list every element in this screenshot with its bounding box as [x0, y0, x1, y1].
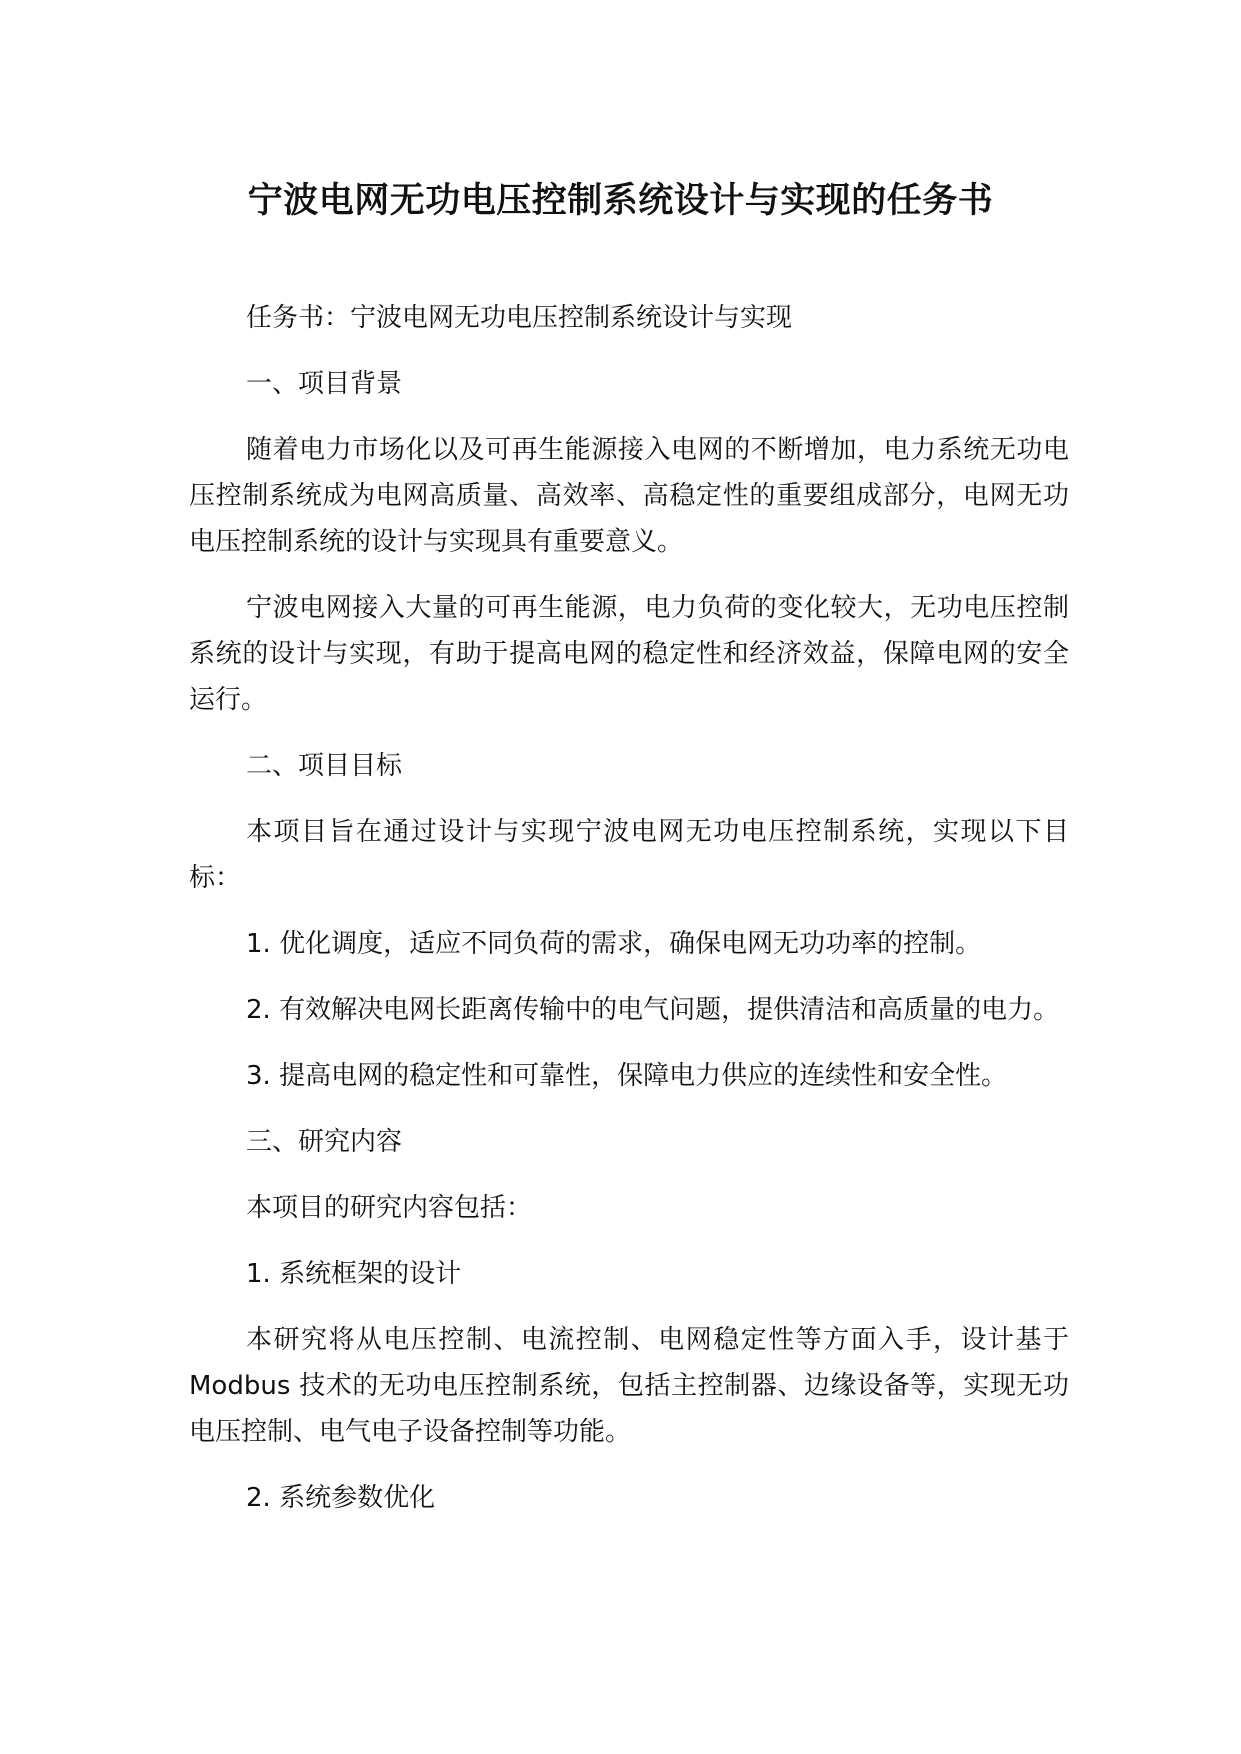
background-paragraph-2: 宁波电网接入大量的可再生能源，电力负荷的变化较大，无功电压控制系统的设计与实现，有助于提高电网的稳定性和经济效益，保障电网的安全运行。 — [189, 593, 1069, 715]
research-item-2-heading: 2. 系统参数优化 — [246, 1483, 436, 1513]
research-item-1-heading: 1. 系统框架的设计 — [246, 1259, 462, 1289]
goal-item-2: 2. 有效解决电网长距离传输中的电气问题，提供清洁和高质量的电力。 — [246, 995, 1060, 1025]
document-title: 宁波电网无功电压控制系统设计与实现的任务书 — [247, 181, 994, 221]
task-book-heading: 任务书：宁波电网无功电压控制系统设计与实现 — [246, 303, 793, 333]
section-heading-research: 三、研究内容 — [246, 1127, 403, 1157]
research-item-1-paragraph: 本研究将从电压控制、电流控制、电网稳定性等方面入手，设计基于 Modbus 技术的无功电压控制系统，包括主控制器、边缘设备等，实现无功电压控制、电气电子设备控制等功能。 — [189, 1325, 1069, 1447]
goal-item-3: 3. 提高电网的稳定性和可靠性，保障电力供应的连续性和安全性。 — [246, 1061, 1008, 1091]
background-paragraph-1: 随着电力市场化以及可再生能源接入电网的不断增加，电力系统无功电压控制系统成为电网高质量、高效率、高稳定性的重要组成部分，电网无功电压控制系统的设计与实现具有重要意义。 — [189, 435, 1069, 557]
section-heading-goals: 二、项目目标 — [246, 751, 403, 781]
section-heading-background: 一、项目背景 — [246, 369, 403, 399]
document-body — [189, 295, 1069, 1541]
goal-item-1: 1. 优化调度，适应不同负荷的需求，确保电网无功功率的控制。 — [246, 929, 982, 959]
goals-intro-paragraph: 本项目旨在通过设计与实现宁波电网无功电压控制系统，实现以下目标： — [189, 817, 1069, 893]
research-intro-paragraph: 本项目的研究内容包括： — [246, 1193, 533, 1223]
